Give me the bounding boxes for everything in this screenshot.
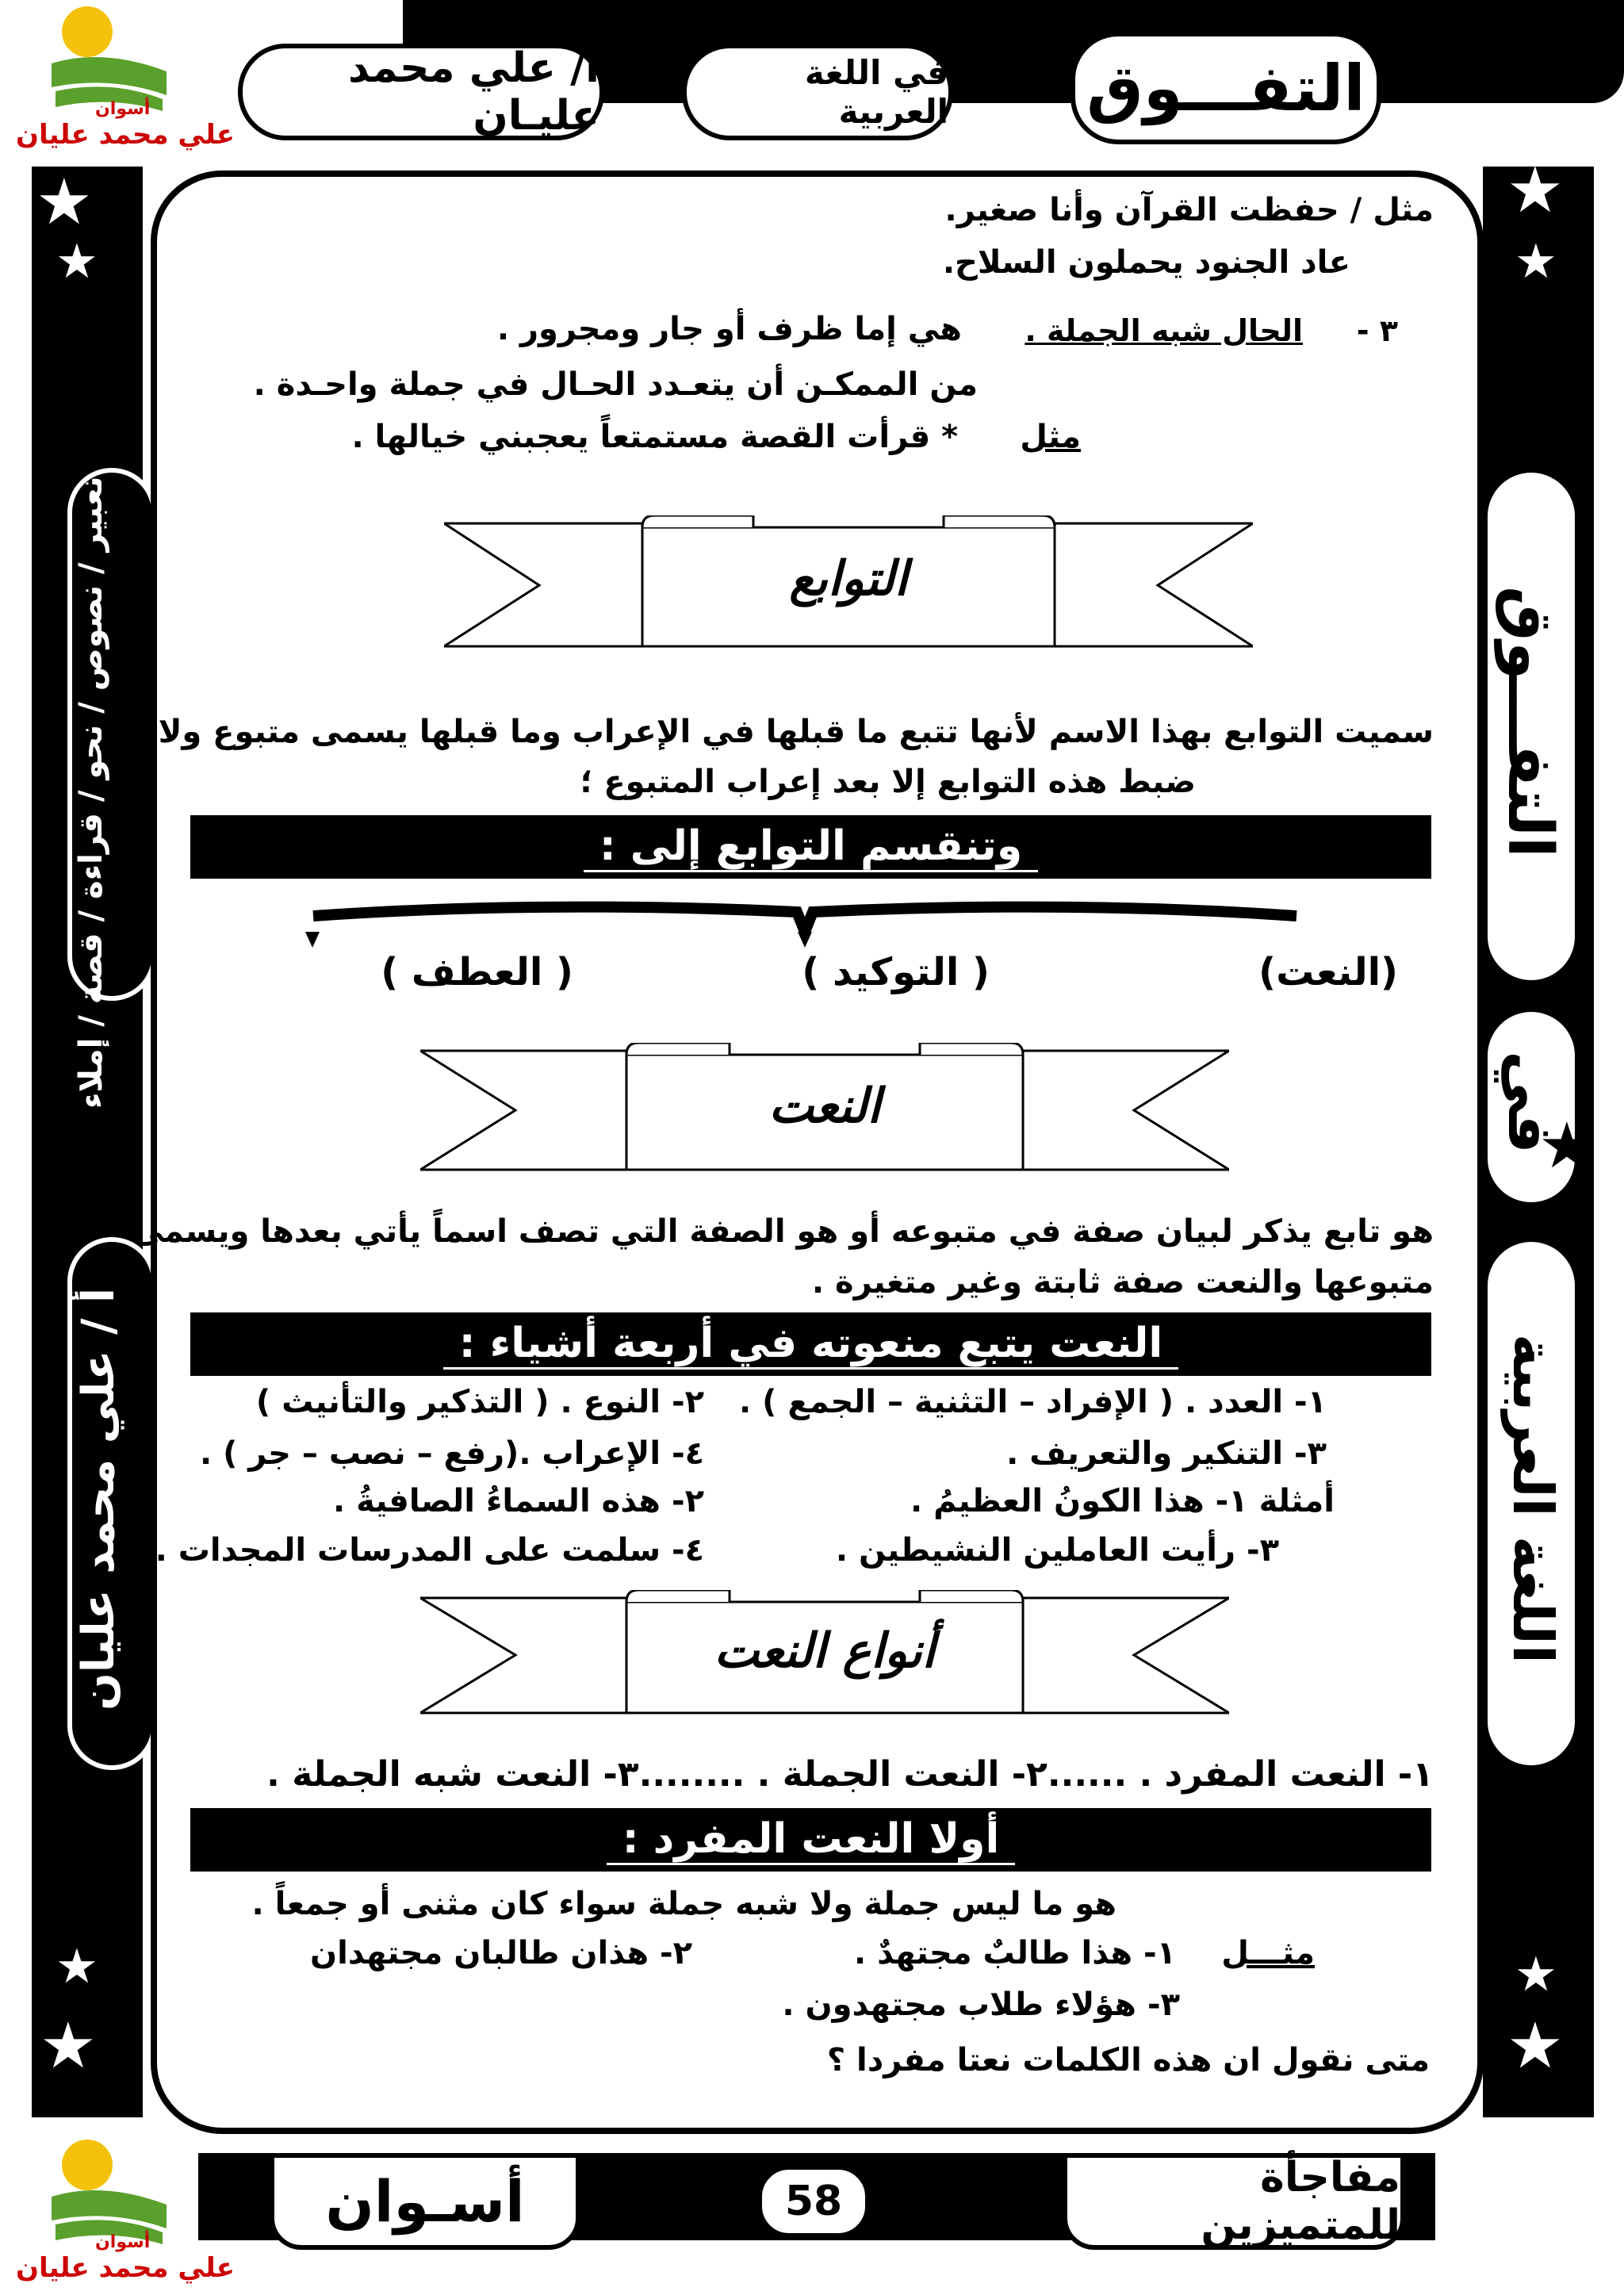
star-icon: ★ <box>40 2009 97 2082</box>
naat-follows-title: النعت يتبع منعوته في أربعة أشياء : <box>443 1320 1178 1370</box>
mufrad-title: أولا النعت المفرد : <box>607 1815 1016 1865</box>
logo-bottom-line1: أسوان <box>95 2232 151 2252</box>
left-side-bottom-text: أ / علي محمد عليان <box>73 1287 124 1711</box>
tawabi-paragraph-line-1: سميت التوابع بهذا الاسم لأنها تتبع ما قبلها في الإعراب وما قبلها يسمى متبوع ولا يتم <box>97 714 1434 750</box>
example-line-1: مثل / حفظت القرآن وأنا صغير. <box>944 192 1434 228</box>
rule-2: ٢- النوع . ( التذكير والتأنيث ) <box>255 1384 704 1420</box>
tawabi-division-title: وتنقسم التوابع إلى : <box>584 822 1038 872</box>
star-icon: ★ <box>56 1939 98 1994</box>
naat-paragraph-line-2: متبوعها والنعت صفة ثابتة وغير متغيرة . <box>811 1264 1434 1301</box>
star-icon: ★ <box>1507 153 1564 227</box>
banner-naat-types <box>420 1590 1229 1725</box>
example-sentence: * قرأت القصة مستمتعاً يعجبني خيالها . <box>351 419 958 455</box>
example-b: ٢- هذه السماءُ الصافيةُ . <box>332 1483 704 1519</box>
star-icon: ★ <box>1515 234 1557 289</box>
mufrad-example-1: ١- هذا طالبٌ مجتهدٌ . <box>854 1935 1176 1971</box>
mufrad-example-2: ٢- هذان طالبان مجتهدان <box>310 1935 692 1971</box>
type-tawkid: ( التوكيد ) <box>802 950 990 994</box>
banner-naat-types-title: أنواع النعت <box>714 1623 936 1679</box>
star-icon: ★ <box>1538 1109 1595 1182</box>
multiple-hal-note: من الممكـن أن يتعـدد الحـال في جملة واحـدة . <box>253 366 978 403</box>
banner-naat <box>420 1043 1229 1182</box>
star-icon: ★ <box>32 1113 89 1186</box>
rule-1: ١- العدد . ( الإفراد – التثنية – الجمع ) . <box>739 1384 1327 1420</box>
naat-kinds: ١- النعت المفرد . ......٢- النعت الجملة . ........٣- النعت شبه الجملة . <box>266 1754 1434 1795</box>
example-a: أمثلة ١- هذا الكونُ العظيمُ . <box>910 1483 1335 1519</box>
rule-3: ٣- التنكير والتعريف . <box>1006 1435 1327 1472</box>
footer-right: مفاجأة للمتميزين <box>1063 2153 1405 2250</box>
banner-naat-title: النعت <box>768 1079 881 1134</box>
mufrad-definition: هو ما ليس جملة ولا شبه جملة سواء كان مثنى أو جمعاً . <box>251 1886 1116 1922</box>
right-side-bottom-text: اللغة العربية <box>1500 1334 1565 1664</box>
star-icon: ★ <box>56 234 98 289</box>
star-icon: ★ <box>36 165 93 239</box>
mufrad-example-label: مثـــل <box>1221 1935 1315 1971</box>
type-atf: ( العطف ) <box>381 950 573 994</box>
logo-top-line1: أسوان <box>95 99 151 119</box>
header-subject: في اللغة العربية <box>682 44 953 140</box>
right-side-top-text: التفـــوق <box>1494 585 1565 858</box>
section-3-definition: هي إما ظرف أو جار ومجرور . <box>496 311 962 347</box>
brace-icon <box>305 900 1304 956</box>
right-side-middle-text: في <box>1494 1051 1565 1154</box>
header-title: التفـــوق <box>1071 32 1381 144</box>
logo-top-line2: علي محمد عليان <box>16 119 235 151</box>
banner-tawabi-title: التوابع <box>789 551 908 607</box>
mufrad-example-3: ٣- هؤلاء طلاب مجتهدون . <box>782 1987 1180 2023</box>
star-icon: ★ <box>1515 1947 1557 2002</box>
rule-4: ٤- الإعراب .(رفع – نصب – جر ) . <box>199 1435 704 1472</box>
tawabi-division-bar <box>190 815 1431 879</box>
example-line-2: عاد الجنود يحملون السلاح. <box>942 244 1350 281</box>
page-number: 58 <box>757 2165 870 2238</box>
example-label: مثل <box>1020 419 1081 455</box>
naat-follows-bar <box>190 1312 1431 1376</box>
section-3-number: ٣ - <box>1356 313 1398 348</box>
example-c: ٣- رأيت العاملين النشيطين . <box>835 1532 1279 1569</box>
question-line: متى نقول ان هذه الكلمات نعتا مفردا ؟ <box>826 2042 1430 2079</box>
type-naat: (النعت) <box>1258 950 1398 994</box>
footer-left: أسـوان <box>270 2153 580 2250</box>
logo-bottom-line2: علي محمد عليان <box>16 2252 235 2284</box>
star-icon: ★ <box>1507 2009 1564 2082</box>
header-teacher: أ/ علي محمد عليـان <box>238 44 604 140</box>
tawabi-paragraph-line-2: ضبط هذه التوابع إلا بعد إعراب المتبوع ؛ <box>580 764 1196 800</box>
mufrad-bar <box>190 1808 1431 1872</box>
naat-paragraph-line-1: هو تابع يذكر لبيان صفة في متبوعه أو هو الصفة التي تصف اسماً يأتي بعدها ويسمى <box>132 1213 1434 1250</box>
example-d: ٤- سلمت على المدرسات المجدات . <box>155 1532 704 1569</box>
section-3-term: الحال شبه الجملة . <box>1025 313 1303 348</box>
left-side-top-text: تعبير / نصوص / نحو / قراءة / قصة / إملاء <box>73 476 109 1109</box>
banner-tawabi <box>444 515 1253 658</box>
